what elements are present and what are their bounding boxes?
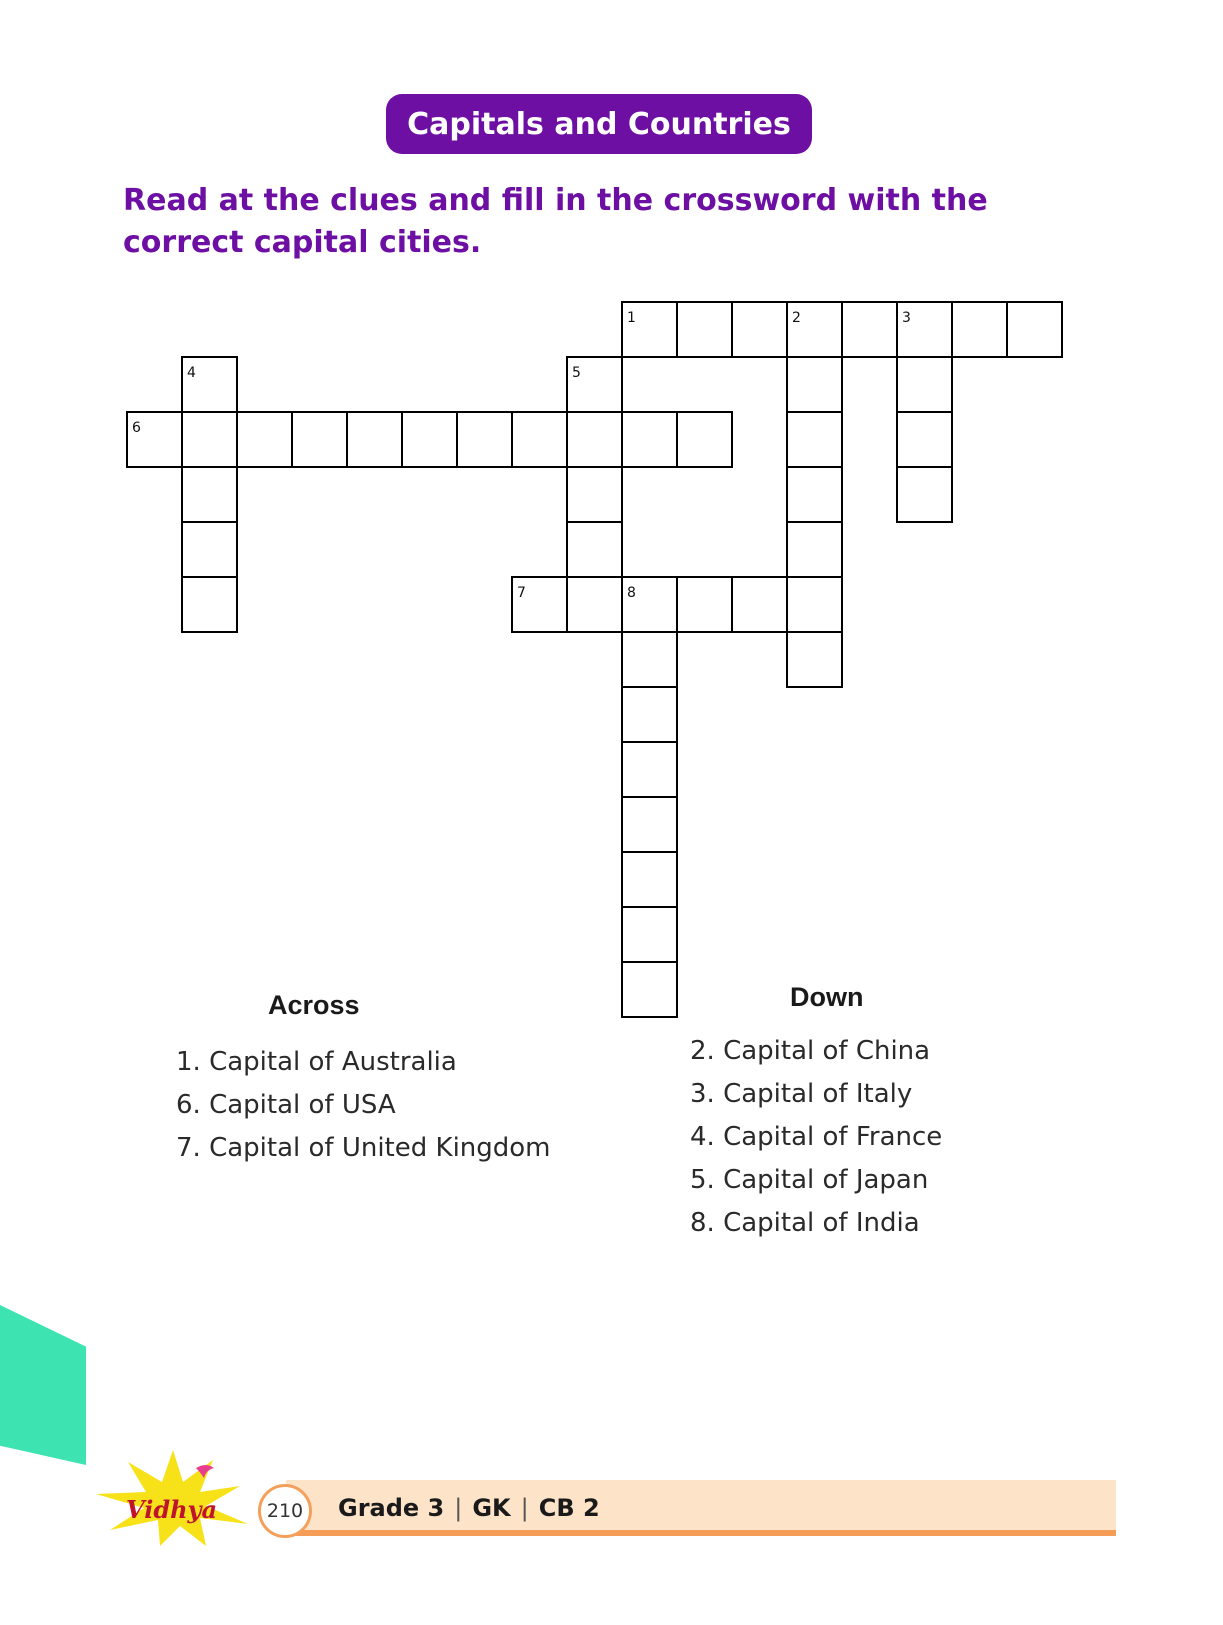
crossword-cell[interactable] (732, 577, 787, 632)
down-heading: Down (790, 982, 864, 1012)
crossword-cell[interactable] (622, 797, 677, 852)
clue-number-6: 6 (132, 420, 141, 436)
crossword-cell[interactable] (677, 577, 732, 632)
crossword-cell[interactable] (347, 412, 402, 467)
crossword-cell[interactable] (292, 412, 347, 467)
down-clues (690, 1030, 942, 1245)
crossword-cell[interactable] (787, 357, 842, 412)
footer-subject: GK (472, 1494, 511, 1522)
page-number: 210 (258, 1484, 312, 1538)
down-clue-3: 3. Capital of Italy (690, 1079, 913, 1109)
down-clue-8: 8. Capital of India (690, 1208, 920, 1238)
crossword-cell[interactable] (182, 577, 237, 632)
clue-number-7: 7 (517, 585, 526, 601)
footer-grade: Grade 3 (338, 1494, 445, 1522)
crossword-cell[interactable] (622, 632, 677, 687)
crossword-cell[interactable] (622, 852, 677, 907)
crossword-cell[interactable] (732, 302, 787, 357)
across-clue-6: 6. Capital of USA (176, 1090, 396, 1120)
clue-number-3: 3 (902, 310, 911, 326)
crossword-cell[interactable] (1007, 302, 1062, 357)
crossword-cell[interactable] (182, 412, 237, 467)
footer-separator: | (454, 1494, 463, 1522)
clue-number-8: 8 (627, 585, 636, 601)
clue-number-1: 1 (627, 310, 636, 326)
clue-number-4: 4 (187, 365, 196, 381)
crossword-cell[interactable] (237, 412, 292, 467)
down-clue-5: 5. Capital of Japan (690, 1165, 929, 1195)
crossword-cell[interactable] (622, 412, 677, 467)
page-title: Capitals and Countries (386, 94, 812, 154)
logo-text: Vidhya (126, 1495, 218, 1524)
across-clue-7: 7. Capital of United Kingdom (176, 1133, 551, 1163)
down-clue-2: 2. Capital of China (690, 1036, 931, 1066)
crossword-cell[interactable] (622, 907, 677, 962)
crossword-cell[interactable] (842, 302, 897, 357)
crossword-cell[interactable] (787, 632, 842, 687)
crossword-cell[interactable] (952, 302, 1007, 357)
crossword-cell[interactable] (787, 522, 842, 577)
crossword-cell[interactable] (512, 412, 567, 467)
crossword-cell[interactable] (897, 412, 952, 467)
crossword-cell[interactable] (787, 467, 842, 522)
crossword-cell[interactable] (787, 412, 842, 467)
crossword-cell[interactable] (567, 467, 622, 522)
down-clue-4: 4. Capital of France (690, 1122, 943, 1152)
crossword-cell[interactable] (677, 412, 732, 467)
crossword-cell[interactable] (787, 577, 842, 632)
across-heading: Across (268, 990, 360, 1020)
crossword-cell[interactable] (622, 742, 677, 797)
crossword-cell[interactable] (567, 577, 622, 632)
crossword-cell[interactable] (567, 412, 622, 467)
across-clue-1: 1. Capital of Australia (176, 1047, 457, 1077)
crossword-cell[interactable] (457, 412, 512, 467)
crossword-cell[interactable] (567, 522, 622, 577)
crossword-cell[interactable] (897, 357, 952, 412)
crossword-cell[interactable] (622, 962, 677, 1017)
across-clues (176, 1041, 551, 1170)
instructions: Read at the clues and fill in the crossword with the correct capital cities. (123, 183, 988, 260)
clue-number-5: 5 (572, 365, 581, 381)
crossword-cell[interactable] (622, 687, 677, 742)
crossword-cell[interactable] (677, 302, 732, 357)
crossword-cell[interactable] (182, 467, 237, 522)
footer-course-info (338, 1494, 600, 1522)
crossword-cell[interactable] (897, 467, 952, 522)
footer-book: CB 2 (538, 1494, 600, 1522)
footer-separator: | (520, 1494, 529, 1522)
vidhya-logo (88, 1448, 258, 1548)
crossword-cell[interactable] (182, 522, 237, 577)
crossword-cell[interactable] (402, 412, 457, 467)
clue-number-2: 2 (792, 310, 801, 326)
